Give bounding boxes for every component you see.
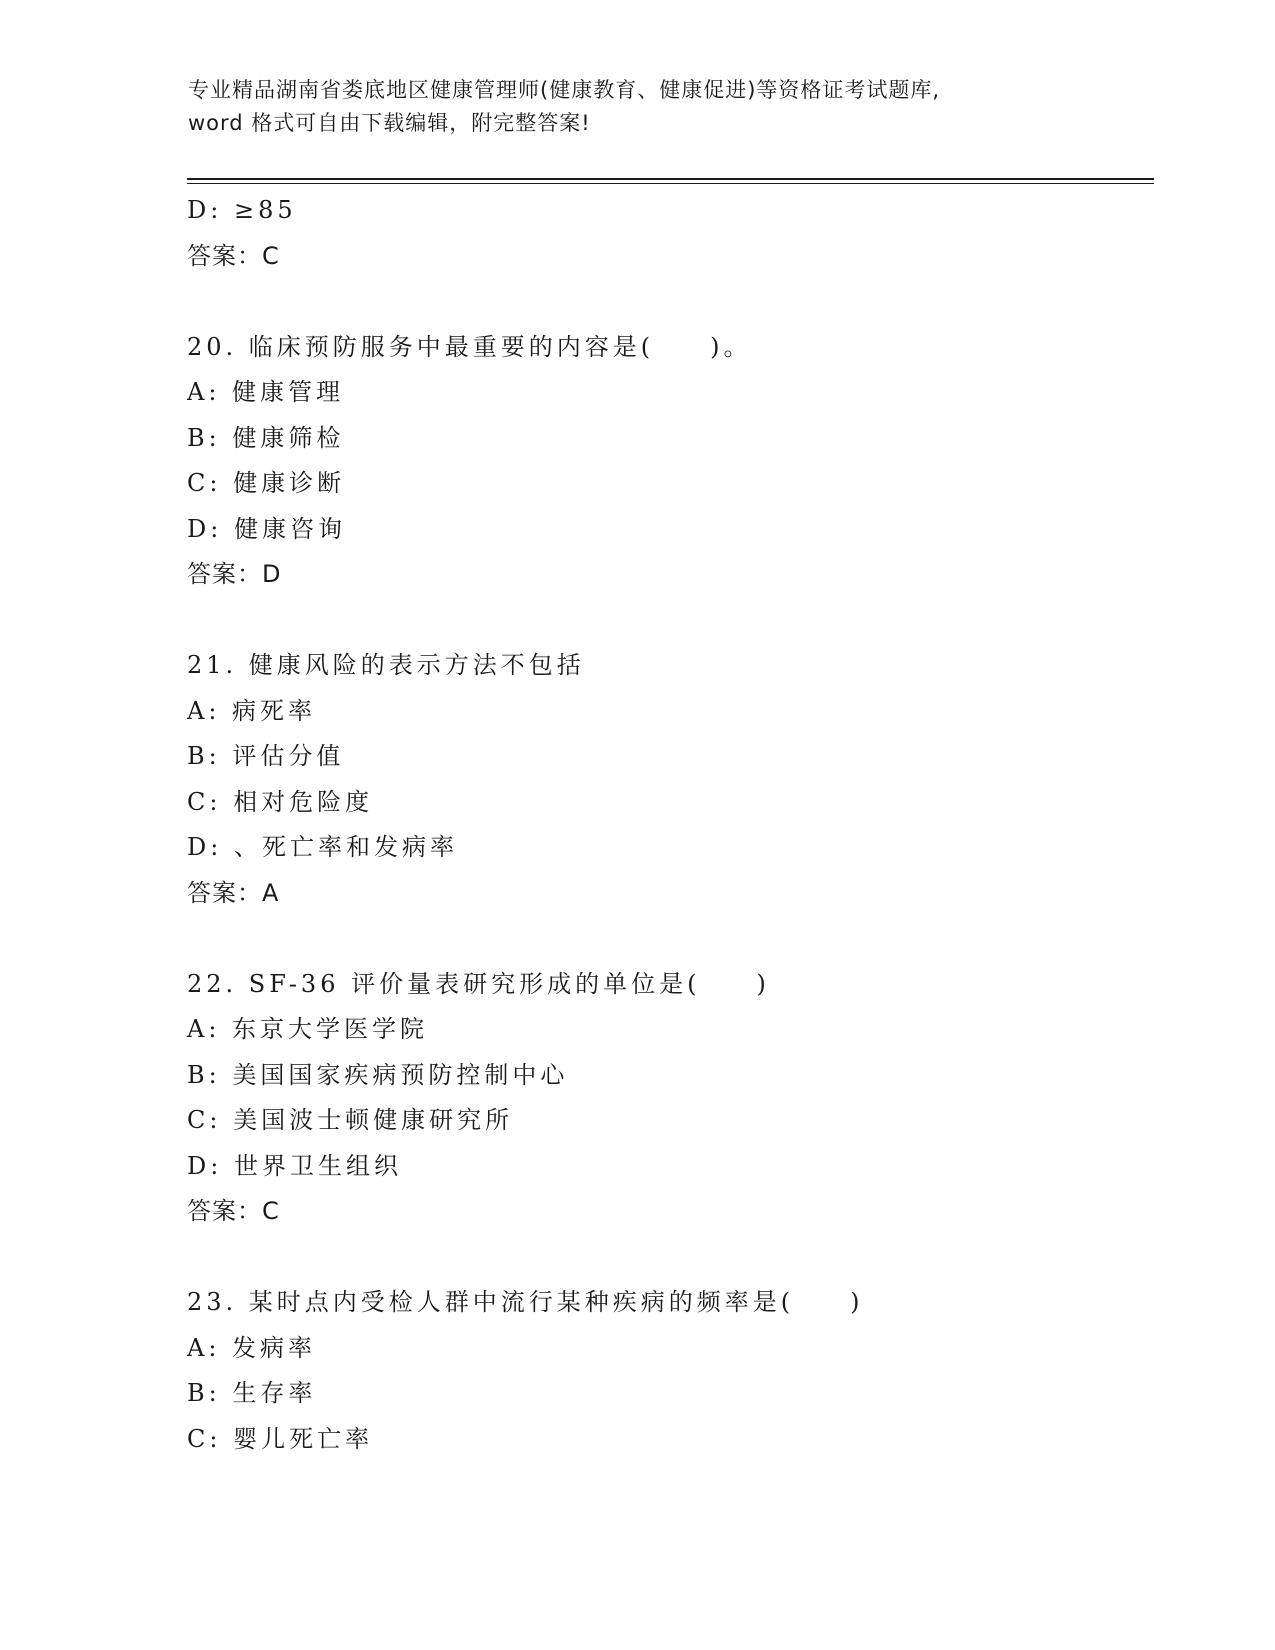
option-a: A: 病死率 bbox=[187, 696, 317, 725]
option-a: A: 发病率 bbox=[187, 1333, 317, 1362]
answer: 答案：C bbox=[187, 1197, 280, 1225]
question-21 bbox=[187, 643, 1147, 916]
spacer bbox=[187, 916, 1147, 962]
option-b: B: 美国国家疾病预防控制中心 bbox=[187, 1060, 569, 1089]
answer: 答案：D bbox=[187, 560, 282, 588]
question-stem: 23. 某时点内受检人群中流行某种疾病的频率是( ) bbox=[187, 1288, 864, 1316]
option-a: A: 东京大学医学院 bbox=[187, 1015, 429, 1043]
question-stem: 22. SF-36 评价量表研究形成的单位是( ) bbox=[187, 969, 770, 998]
option-b: B: 健康筛检 bbox=[187, 423, 345, 452]
answer: 答案：A bbox=[187, 878, 280, 907]
option-c: C: 相对危险度 bbox=[187, 787, 374, 816]
answer: 答案：C bbox=[187, 241, 280, 270]
option-d: D: ≥85 bbox=[187, 196, 297, 224]
header-line-1: 专业精品湖南省娄底地区健康管理师(健康教育、健康促进)等资格证考试题库, bbox=[188, 78, 941, 102]
option-c: C: 健康诊断 bbox=[187, 469, 346, 497]
question-23 bbox=[187, 1280, 1147, 1462]
question-stem: 21. 健康风险的表示方法不包括 bbox=[187, 651, 585, 679]
question-list bbox=[187, 188, 1147, 1462]
option-c: C: 美国波士顿健康研究所 bbox=[187, 1106, 514, 1134]
question-22 bbox=[187, 962, 1147, 1235]
spacer bbox=[187, 279, 1147, 325]
option-d: D: 世界卫生组织 bbox=[187, 1151, 402, 1180]
question-stem: 20. 临床预防服务中最重要的内容是( )。 bbox=[187, 332, 752, 361]
header-rule-thick bbox=[187, 178, 1154, 180]
spacer bbox=[187, 598, 1147, 644]
spacer bbox=[187, 1235, 1147, 1281]
option-d: D: 健康咨询 bbox=[187, 514, 346, 543]
option-b: B: 评估分值 bbox=[187, 742, 345, 770]
option-d: D: 、死亡率和发病率 bbox=[187, 833, 458, 861]
header-rule-thin bbox=[187, 183, 1154, 184]
option-c: C: 婴儿死亡率 bbox=[187, 1424, 374, 1453]
header-line-2: word 格式可自由下载编辑，附完整答案! bbox=[188, 111, 591, 135]
option-b: B: 生存率 bbox=[187, 1379, 317, 1407]
page-header bbox=[188, 74, 1088, 140]
question-20 bbox=[187, 325, 1147, 598]
option-a: A: 健康管理 bbox=[187, 378, 345, 406]
